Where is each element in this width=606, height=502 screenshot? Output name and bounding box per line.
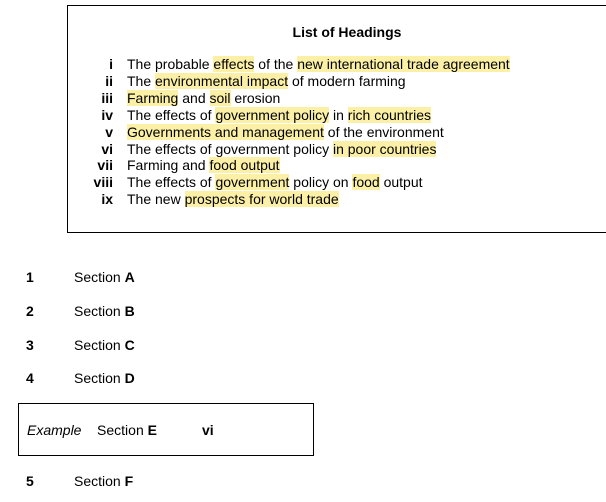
section-number: 4	[26, 370, 34, 386]
section-label: Section F	[74, 473, 134, 489]
list-of-headings-box	[67, 5, 606, 233]
section-number: 2	[26, 303, 34, 319]
heading-text: The effects of government policy on food output	[127, 174, 423, 191]
heading-number: vii	[97, 157, 113, 174]
heading-number: iv	[101, 106, 113, 123]
heading-text: Farming and soil erosion	[127, 89, 281, 106]
heading-text: The probable effects of the new international trade agreement	[127, 56, 510, 72]
heading-text: The effects of government policy in poor countries	[127, 140, 437, 157]
heading-text: The new prospects for world trade	[127, 191, 339, 208]
section-number: 3	[26, 337, 34, 353]
heading-text: The environmental impact of modern farming	[127, 72, 406, 89]
heading-number: ix	[101, 191, 113, 208]
section-number: 1	[26, 269, 34, 285]
heading-text: The effects of government policy in rich countries	[127, 106, 432, 123]
section-label: Section D	[74, 370, 135, 386]
example-box	[18, 403, 314, 456]
section-label: Section B	[74, 303, 135, 319]
section-label: Section C	[74, 337, 135, 353]
section-label: Section A	[74, 269, 135, 285]
heading-text: Governments and management of the environment	[127, 123, 444, 140]
heading-text: Farming and food output	[127, 157, 280, 174]
example-label: Example	[27, 422, 82, 438]
example-row	[27, 421, 214, 439]
example-answer: vi	[202, 422, 214, 438]
heading-number: ii	[105, 72, 113, 89]
heading-number: vi	[101, 140, 113, 157]
heading-number: i	[109, 56, 113, 72]
heading-number: viii	[93, 174, 113, 191]
section-number: 5	[26, 473, 34, 489]
heading-number: v	[105, 123, 113, 140]
heading-number: iii	[101, 89, 113, 106]
example-section-word: Section	[97, 422, 144, 438]
example-section-letter: E	[147, 422, 157, 438]
headings-title: List of Headings	[292, 24, 402, 40]
